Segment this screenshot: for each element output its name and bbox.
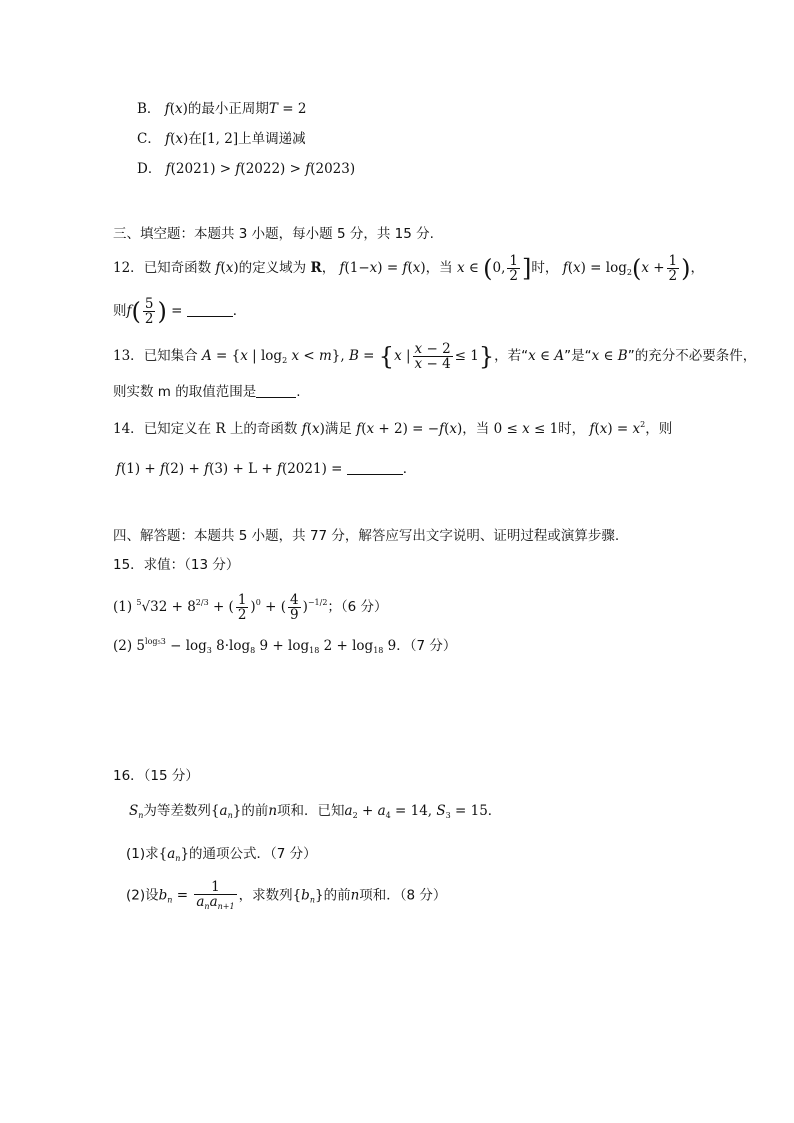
question-13-line-1: 13．已知集合 A = {x | $\log_2 x < m$}, B = {x | $\frac{x - 2}{x - 4}$ ≤ 1}，若“x ∈ A”是“x ∈ B”的充分不必要条件， [113,341,757,373]
section-3-heading: 三、填空题：本题共 3 小题，每小题 5 分，共 15 分. [113,226,434,242]
question-14-line-2: f(1) + f(2) + f(3) + L + f(2021) = ． [116,461,417,477]
question-16-part-1: (1)求$\{a_n\}$的通项公式．（7 分） [126,846,317,863]
question-14-line-1: 14．已知定义在 R 上的奇函数 f(x)满足 f(x + 2) = −f(x)，当 0 ≤ x ≤ 1时， $f(x) = x^2$，则 [113,420,673,437]
question-15-part-2: (2) $5^{log_53} - \log_3 8\cdot\log_8$ $9 + \log_{18} 2 + \log_{18} 9$．（7 分） [113,637,457,655]
option-d-label: D． [137,161,162,177]
option-b: B． f(x)的最小正周期T = 2 [137,101,307,117]
option-c-label: C． [137,131,161,147]
question-15-part-1: (1) $^5√32 + 8^{2/3}$ + ( $\frac{1}{2}$ )$^0$ + ( $\frac{4}{9}$ )$^{-1/2}$；（6 分） [113,592,388,624]
question-13-number: 13． [113,348,144,365]
option-c: C． f(x)在[1, 2]上单调递减 [137,131,306,147]
section-4-heading: 四、解答题：本题共 5 小题，共 77 分，解答应写出文字说明、证明过程或演算步骤. [113,528,620,544]
question-16-part-2: (2)设$b_n$ = $\frac{1}{a_na_{n+1}}$ ，求数列$\{b_n\}$的前n项和．（8 分） [126,879,447,912]
question-12-line-1: 12．已知奇函数 f(x)的定义域为 R， f(1−x) = f(x)，当 x ∈ (0, $\frac{1}{2}$ ]时， $f(x) = \log_2(x$ + $\frac{1}{2}$ )， [113,253,705,285]
question-12-line-2: 则f( $\frac{5}{2}$ ) = ． [113,296,247,328]
question-13-line-2: 则实数 m 的取值范围是 . [113,384,301,400]
answer-blank-12 [187,304,233,317]
answer-blank-14 [347,462,403,475]
question-16-stem: $S_n$为等差数列$\{a_n\}$的前n项和．已知$a_2 + a_4 = 14$, $S_3 = 15$． [129,803,502,820]
question-14-number: 14． [113,421,144,437]
question-16-title: 16．（15 分） [113,768,199,784]
option-b-label: B． [137,101,161,117]
answer-blank-13 [256,385,296,398]
option-d: D． f(2021) > f(2022) > f(2023) [137,161,356,177]
question-15-title: 15．求值：（13 分） [113,557,240,573]
question-12-number: 12． [113,260,144,277]
